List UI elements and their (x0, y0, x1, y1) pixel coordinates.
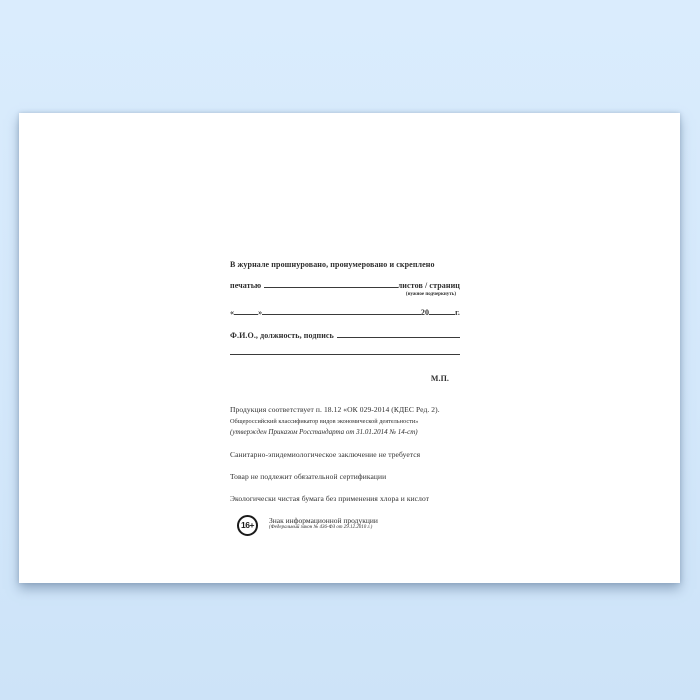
sanitary-statement: Санитарно-эпидемиологическое заключение не требуется (230, 450, 421, 459)
month-blank (262, 314, 421, 315)
classifier-line-2: Общероссийский классификатор видов экономической деятельности» (230, 417, 419, 425)
signature-blank-2 (230, 354, 460, 355)
sheets-count-blank (264, 287, 397, 288)
age-mark-text (269, 515, 378, 532)
certification-statement: Товар не подлежит обязательной сертификации (230, 472, 387, 481)
certification-block (230, 405, 460, 503)
signature-continuation-line (230, 354, 460, 355)
year-suffix: г. (455, 308, 460, 317)
journal-back-page (19, 113, 680, 583)
age-mark-law-note: (Федеральный закон № 436-ФЗ от 29.12.2010 г.) (269, 524, 373, 530)
signature-blank (337, 337, 460, 338)
year-blank (429, 314, 455, 315)
open-quote: « (230, 308, 235, 317)
date-line (230, 309, 460, 317)
classifier-line-1: Продукция соответствует п. 18.12 «ОК 029-2014 (КДЕС Ред. 2). (230, 405, 440, 414)
age-mark-label: Знак информационной продукции (269, 515, 378, 525)
day-blank (234, 314, 258, 315)
underline-note: (нужное подчеркнуть) (405, 292, 456, 297)
page-content (230, 261, 460, 536)
stamp-place-label: М.П. (430, 374, 449, 383)
binding-form (230, 261, 460, 383)
classifier-line-3: (утвержден Приказом Росстандарта от 31.01.2014 № 14-ст) (230, 428, 418, 436)
year-prefix: 20 (420, 308, 430, 317)
sheets-pages-label: листов / страниц (397, 281, 460, 290)
signature-line (230, 332, 460, 340)
eco-paper-statement: Экологически чистая бумага без применения хлора и кислот (230, 493, 430, 503)
seal-label: печатью (230, 281, 262, 290)
binding-statement: В журнале прошнуровано, пронумеровано и скреплено (230, 260, 435, 269)
close-quote: » (258, 308, 263, 317)
signature-label: Ф.И.О., должность, подпись (230, 331, 334, 340)
age-mark (237, 515, 460, 536)
age-16plus-icon: 16+ (237, 515, 258, 536)
seal-sheets-line (230, 282, 460, 290)
